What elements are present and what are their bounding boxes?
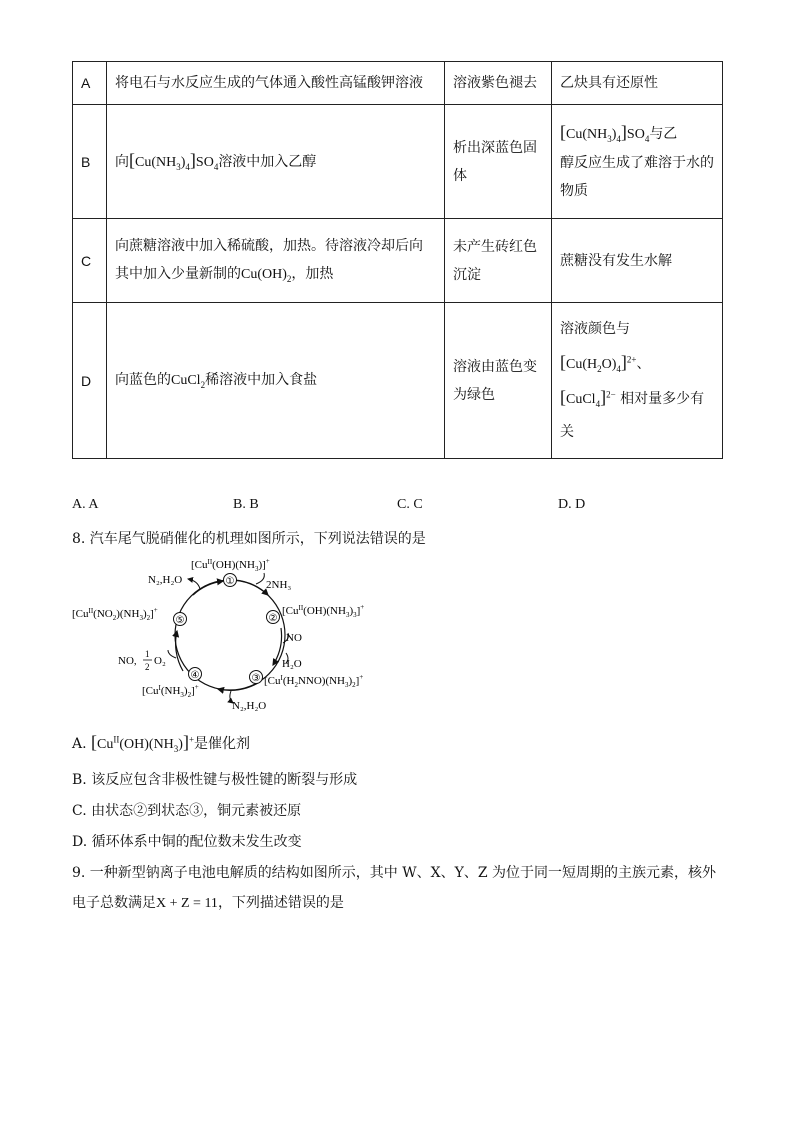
phenomenon-cell <box>445 303 552 459</box>
species-5: $[Cu^{II}(NO_2)(NH_3)_2]^+$ <box>72 606 158 622</box>
operation-cell: 将电石与水反应生成的气体通入酸性高锰酸钾溶液 <box>107 62 445 105</box>
text: 向蓝色的 <box>115 372 171 388</box>
text: 稀溶液中加入食盐 <box>205 372 318 388</box>
option-a[interactable]: A. A <box>72 497 99 512</box>
line: 溶液颜色与 <box>560 320 630 337</box>
input-o2: O₂ <box>154 655 166 667</box>
state-2-label: ② <box>268 613 278 624</box>
line: 溶液由蓝色变 <box>453 358 537 375</box>
row-label: B <box>73 105 107 219</box>
conclusion-cell <box>552 105 723 219</box>
op-pre: 向 <box>115 154 129 170</box>
q8-option-d[interactable]: D. 循环体系中铜的配位数未发生改变 <box>72 834 302 850</box>
table-row <box>73 303 723 459</box>
question-9-line2 <box>72 892 344 912</box>
line <box>560 346 714 381</box>
species-4: $[Cu^I(NH_3)_2]^+$ <box>142 683 199 699</box>
line <box>560 381 714 416</box>
option-d[interactable]: D. D <box>558 497 586 512</box>
line: 沉淀 <box>453 266 481 283</box>
operation-cell <box>107 303 445 459</box>
phenomenon-cell <box>445 105 552 219</box>
phenomenon-cell: 溶液紫色褪去 <box>445 62 552 105</box>
line: 体 <box>453 167 467 184</box>
input-no-o2: NO, <box>118 655 137 667</box>
option-text: 是催化剂 <box>194 736 251 752</box>
species-3: $[Cu^I(H_2NNO)(NH_3)_2]^+$ <box>264 673 364 689</box>
line: 物质 <box>560 183 588 199</box>
formula: $[Cu(NH_3)_4]SO_4$ <box>560 122 650 144</box>
operation-cell <box>107 105 445 219</box>
line: 醇反应生成了难溶于水的 <box>560 155 714 171</box>
conclusion-cell: 乙炔具有还原性 <box>552 62 723 105</box>
line: 析出深蓝色固 <box>453 139 537 156</box>
state-5-label: ⑤ <box>175 615 185 626</box>
row-label: C <box>73 219 107 303</box>
output-n2-h2o-top: N₂,H₂O <box>148 574 183 586</box>
formula: $[Cu(NH_3)_4]SO_4$ <box>129 150 219 172</box>
operation-cell <box>107 219 445 303</box>
text: ，加热 <box>291 266 334 282</box>
species-2: $[Cu^{II}(OH)(NH_3)_3]^+$ <box>282 603 365 619</box>
line: 关 <box>560 423 574 440</box>
state-3-label: ③ <box>251 673 261 684</box>
phenomenon-cell <box>445 219 552 303</box>
formula: $Cu(OH)_2$ <box>241 267 292 284</box>
table-row <box>73 62 723 105</box>
formula: [CuCl$_4$]$^{2-}$ <box>560 386 616 409</box>
line: 未产生砖红色 <box>453 238 537 255</box>
op-post: 溶液中加入乙醇 <box>218 154 317 170</box>
line <box>560 118 714 149</box>
input-nh3: 2NH₃ <box>266 579 292 591</box>
formula: $[Cu^{II}(OH)(NH_3)]^+$ <box>91 732 195 754</box>
conclusion-cell: 蔗糖没有发生水解 <box>552 219 723 303</box>
output-n2-h2o-bottom: N₂,H₂O <box>232 700 267 712</box>
equation: X + Z = 11 <box>156 896 218 911</box>
question-8-stem: 8. 汽车尾气脱硝催化的机理如图所示，下列说法错误的是 <box>72 531 426 547</box>
q8-option-b[interactable]: B. 该反应包含非极性键与极性键的断裂与形成 <box>72 772 358 788</box>
formula: CuCl$_2$ <box>171 373 206 390</box>
input-no: NO <box>286 632 302 644</box>
half-numerator: 1 <box>145 649 150 659</box>
half-denominator: 2 <box>145 662 150 672</box>
experiment-table <box>72 61 723 459</box>
text: ，下列描述错误的是 <box>217 895 344 911</box>
catalytic-cycle-diagram <box>68 553 398 715</box>
row-label: A <box>73 62 107 105</box>
question-9-line1: 9. 一种新型钠离子电池电解质的结构如图所示，其中 W、X、Y、Z 为位于同一短周期的主族元素，核外 <box>72 865 717 881</box>
q8-option-a[interactable] <box>72 732 250 753</box>
text: 相对量多少有 <box>620 390 705 407</box>
formula: $[Cu(H_2O)_4]^{2+}$ <box>560 351 637 374</box>
state-4-label: ④ <box>190 670 200 681</box>
option-b[interactable]: B. B <box>233 497 259 512</box>
conclusion-cell <box>552 303 723 459</box>
text: 电子总数满足 <box>72 895 156 911</box>
species-1: $[Cu^{II}(OH)(NH_3)]^+$ <box>191 557 270 573</box>
state-1-label: ① <box>225 576 235 587</box>
row-label: D <box>73 303 107 459</box>
text: 其中加入少量新制的 <box>115 266 241 282</box>
text: 与乙 <box>649 126 678 142</box>
line: 向蔗糖溶液中加入稀硫酸，加热。待溶液冷却后向 <box>115 238 423 254</box>
option-c[interactable]: C. C <box>397 497 423 512</box>
q8-option-c[interactable]: C. 由状态②到状态③，铜元素被还原 <box>72 803 302 819</box>
table-row <box>73 219 723 303</box>
option-letter: A. <box>72 736 87 752</box>
output-h2o: H₂O <box>282 658 302 670</box>
line <box>115 260 436 289</box>
table-row <box>73 105 723 219</box>
text: 、 <box>636 355 651 372</box>
line: 为绿色 <box>453 386 495 403</box>
